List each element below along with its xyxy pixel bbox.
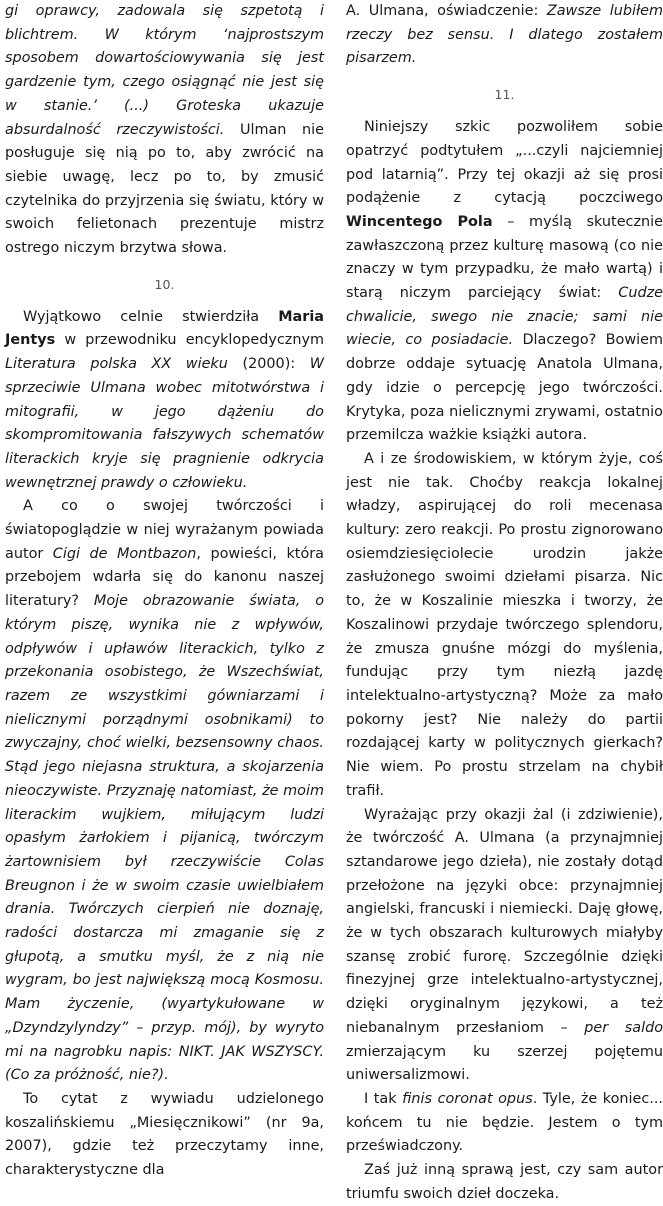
section-number: 11. [494,87,515,103]
text-run: zmierzającym ku szerzej pojętemu uniwersalizmowi. [346,1043,663,1084]
italic-text: Moje obrazowanie świata, o którym piszę, wynika nie z wpływów, odpływów i upławów literackich, tylko z przekonania osobistego, że Wszechświat, razem ze wszystkimi gówniarzami i nielicznymi porządnymi osobnikami) to zwyczajny, choć wielki, bezsensowny chaos. Stąd jego niejasna struktura, a skojarzenia nieoczywiste. Przyznaję natomiast, że moim literackim wujkiem, miłującym ludzi opasłym żarłokiem i pijanicą, twórczym żartownisiem był rzeczywiście Colas Breugnon i że w swoim czasie uwielbiałem drania. Twórczych cierpień nie doznaję, radości dostarcza mi zmaganie się z głupotą, a smutku myśl, że z nią nie wygram, bo jest największą mocą Kosmosu. Mam życzenie, (wyartykułowane w „Dzyndzylyndzy” – przyp. mój), by wyryto mi na nagrobku napis: NIKT. JAK WSZYSCY. (Co za próżność, nie?). [5,593,325,1084]
paragraph [346,116,663,448]
spacer [5,294,324,306]
text-run: Wyrażając przy okazji żal (i zdziwienie), że twórczość A. Ulmana (a przynajmniej sztandarowe jego dzieła), nie zostały dotąd przełożone na języki obce: przynajmniej angielski, francuski i niemiecki. Daję głowę, że w tych obszarach kulturowych miałyby szansę zrobić furorę. Szczególnie dzięki finezyjnej grze intelektualno-artystycznej, dzięki oryginalnym językowi, a też niebanalnym przesłaniom – [346,806,663,1036]
spacer [5,261,324,275]
text-run: A i ze środowiskiem, w którym żyje, coś jest nie tak. Choćby reakcja lokalnej władzy, aspirującej do roli mecenasa kultury: zero reakcji. Po prostu zignorowano osiemdziesięciolecie urodzin jakże zasłużonego swoimi dziełami pisarza. Nic to, że w Koszalinie mieszka i tworzy, że Koszalinowi przydaje twórczego splendoru, że zmusza gnuśne mózgi do myślenia, fundując przy tym niezłą jazdę intelektualno-artystyczną? Może za mało pokorny jest? Nie należy do partii rozdającej karty w politycznych gierkach? Nie wiem. Po prostu strzelam na chybił trafił. [346,450,663,799]
italic-text: finis coronat opus [402,1090,533,1107]
text-run: Zaś już inną sprawą jest, czy sam autor triumfu swoich dzieł doczeka. [346,1162,663,1202]
text-run: Niniejszy szkic pozwoliłem sobie opatrzyć podtytułem „...czyli najciemniej pod latarnią”. Przy tej okazji aż się prosi podążenie z cytacją poczciwego [346,119,663,207]
text-run: w przewodniku encyklopedycznym [55,332,324,349]
text-run: Wyjątkowo celnie stwierdziła [23,308,279,325]
text-run: Ulman nie posługuje się nią po to, aby zwrócić na siebie uwagę, lecz po to, by zmusić czytelnika do przyjrzenia się światu, który w swoich felietonach prezentuje mistrz ostrego niczym brzytwa słowa. [5,121,324,257]
paragraph [5,0,324,261]
text-run: I tak [364,1090,403,1107]
text-run: (2000): [227,356,310,373]
paragraph [346,1159,663,1206]
text-run: A co o swojej twórczości i światopoglądzie w niej wyrażanym powiada autor [5,498,324,562]
section-number: 10. [154,276,175,292]
text-run: . Tyle, że koniec... końcem tu nie będzie. Jestem o tym przeświadczony. [346,1090,663,1155]
italic-text: Cigi de Montbazon [52,545,197,562]
spacer [346,104,663,116]
text-run: A. Ulmana, oświadczenie: [346,3,547,19]
paragraph [346,1088,663,1159]
italic-text: Zawsze lubiłem rzeczy bez sensu. I dlatego zostałem pisarzem. [346,3,663,67]
spacer [346,71,663,85]
italic-text: Cudze chwalicie, swego nie znacie; sami nie wiecie, co posiadacie. [346,285,663,349]
left-column [5,0,324,1183]
italic-text: per saldo [584,1019,663,1036]
right-column [346,0,663,1206]
bold-name: Wincentego Pola [346,213,493,230]
paragraph [346,804,663,1088]
text-run: Dlaczego? Bowiem dobrze oddaje sytuację Anatola Ulmana, gdy idzie o percepcję jego twórczości. Krytyka, poza nielicznymi zrywami, ostatnio przemilcza ważkie książki autora. [346,332,663,444]
italic-text: W sprzeciwie Ulmana wobec mitotwórstwa i mitografii, w jego dążeniu do skompromitowania fałszywych schematów literackich kryje się pragnienie odkrycia wewnętrznej prawdy o człowieku. [5,356,324,491]
paragraph [5,1088,324,1183]
text-run: To cytat z wywiadu udzielonego koszalińskiemu „Miesięcznikowi” (nr 9a, 2007), gdzie też przeczytamy inne, charakterystyczne dla [5,1090,324,1179]
text-run: – myślą skutecznie zawłaszczoną przez kulturę masową (co nie znaczy w tym przypadku, że mało wartą) i starą niczym parciejący świat: [346,213,663,302]
italic-text: gi oprawcy, zadowala się szpetotą i blichtrem. W którym ‘najprostszym sposobem dowartościowywania się jest gardzenie tym, czego osiągnąć nie jest się w stanie.’ (...) Groteska ukazuje absurdalność rzeczywistości. [5,3,324,138]
text-run: , powieści, która przebojem wdarła się do kanonu naszej literatury? [5,545,324,610]
paragraph [5,495,324,1088]
paragraph [5,306,324,496]
paragraph [346,448,663,804]
paragraph [346,0,663,71]
bold-name: Maria Jentys [5,308,324,349]
italic-text: Literatura polska XX wieku [5,356,228,373]
